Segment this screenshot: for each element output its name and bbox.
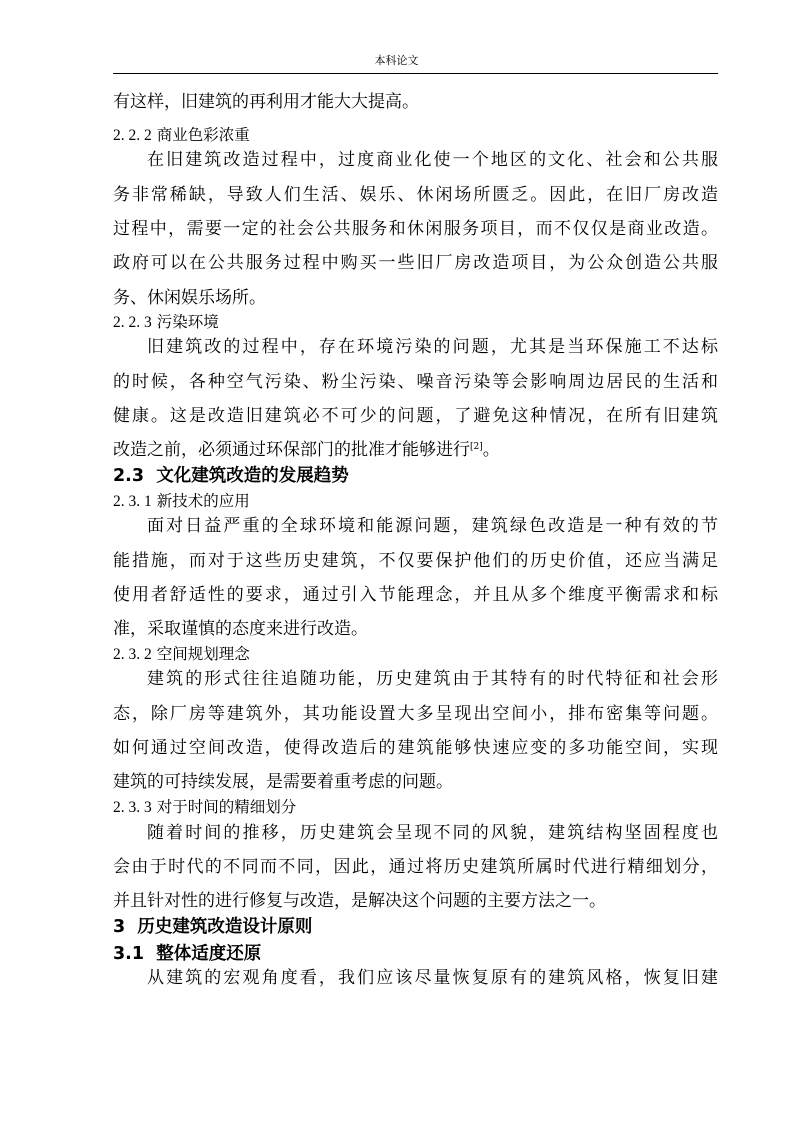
- heading-text: 文化建筑改造的发展趋势: [156, 466, 349, 486]
- paragraph-line: [113, 665, 718, 693]
- paragraph-text: 会由于时代的不同而不同，因此，通过将历史建筑所属时代进行精细划分，: [113, 857, 718, 877]
- paragraph-line: [113, 768, 718, 796]
- heading-text: 商业色彩浓重: [156, 126, 250, 144]
- paragraph-text: 如何通过空间改造，使得改造后的建筑能够快速应变的多功能空间，实现: [113, 738, 718, 758]
- paragraph-text: 态，除厂房等建筑外，其功能设置大多呈现出空间小，排布密集等问题。: [113, 704, 718, 724]
- paragraph-punct: 。: [482, 440, 500, 460]
- header-divider: [113, 73, 718, 74]
- heading-number: 3: [113, 917, 126, 937]
- paragraph-line: [113, 284, 718, 312]
- paragraph-line: [113, 512, 718, 540]
- paragraph-text: 面对日益严重的全球环境和能源问题，建筑绿色改造是一种有效的节: [147, 516, 718, 536]
- paragraph-text: 能措施，而对于这些历史建筑，不仅要保护他们的历史价值，还应当满足: [113, 551, 718, 571]
- heading-number: 2. 2. 3: [113, 314, 152, 331]
- paragraph-line: [113, 333, 718, 361]
- subsection-heading: [113, 488, 718, 515]
- section-heading: [113, 462, 718, 490]
- paragraph-text: 旧建筑改的过程中，存在环境污染的问题，尤其是当环保施工不达标: [147, 337, 718, 357]
- heading-text: 新技术的应用: [156, 492, 250, 510]
- paragraph-text: 政府可以在公共服务过程中购买一些旧厂房改造项目，为公众创造公共服: [113, 253, 718, 273]
- section-heading: [113, 913, 718, 941]
- paragraph-text: 建筑的可持续发展，是需要着重考虑的问题。: [113, 772, 453, 792]
- heading-text: 整体适度还原: [156, 944, 262, 964]
- paragraph-line: [113, 581, 718, 609]
- paragraph-text: 务、休闲娱乐场所。: [113, 288, 266, 308]
- paragraph-text: 在旧建筑改造过程中，过度商业化使一个地区的文化、社会和公共服: [147, 150, 718, 170]
- heading-number: 2. 3. 2: [113, 646, 152, 663]
- subsection-heading: [113, 794, 718, 821]
- paragraph-line: [113, 615, 718, 643]
- heading-number: 2. 2. 2: [113, 127, 152, 144]
- heading-text: 空间规划理念: [156, 645, 250, 663]
- paragraph-text: 的时候，各种空气污染、粉尘污染、噪音污染等会影响周边居民的生活和: [113, 372, 718, 392]
- paragraph-text: 有这样，旧建筑的再利用才能大大提高。: [113, 92, 419, 112]
- heading-number: 3.1: [113, 944, 145, 964]
- paragraph-text: 建筑的形式往往追随功能，历史建筑由于其特有的时代特征和社会形: [147, 669, 718, 689]
- paragraph-text: 改造之前，必须通过环保部门的批准才能够进行: [113, 440, 470, 460]
- paragraph-line: [113, 146, 718, 174]
- paragraph-line: [113, 402, 718, 430]
- heading-number: 2.3: [113, 466, 145, 486]
- subsection-heading: [113, 122, 718, 149]
- heading-text: 污染环境: [156, 313, 219, 331]
- subsection-heading: [113, 309, 718, 336]
- paragraph-text: 过程中，需要一定的社会公共服务和休闲服务项目，而不仅仅是商业改造。: [113, 219, 718, 239]
- paragraph-line: [113, 853, 718, 881]
- paragraph-line: [113, 700, 718, 728]
- paragraph-line: [113, 181, 718, 209]
- heading-text: 历史建筑改造设计原则: [137, 917, 313, 937]
- paragraph-line: [113, 368, 718, 396]
- paragraph-text: 随着时间的推移，历史建筑会呈现不同的风貌，建筑结构坚固程度也: [147, 823, 718, 843]
- paragraph-text: 使用者舒适性的要求，通过引入节能理念，并且从多个维度平衡需求和标: [113, 585, 718, 605]
- paragraph-line: [113, 887, 718, 915]
- paragraph-text: 从建筑的宏观角度看，我们应该尽量恢复原有的建筑风格，恢复旧建: [147, 968, 718, 988]
- paragraph-line: [113, 964, 718, 992]
- paragraph-text: 并且针对性的进行修复与改造，是解决这个问题的主要方法之一。: [113, 891, 606, 911]
- paragraph-text: 准，采取谨慎的态度来进行改造。: [113, 619, 368, 639]
- citation-ref: [2]: [470, 442, 483, 452]
- paragraph-text: 健康。这是改造旧建筑必不可少的问题，了避免这种情况，在所有旧建筑: [113, 406, 718, 426]
- paragraph-line: [113, 819, 718, 847]
- heading-number: 2. 3. 3: [113, 799, 152, 816]
- paragraph-line: [113, 215, 718, 243]
- heading-number: 2. 3. 1: [113, 493, 152, 510]
- paragraph-line: [113, 88, 718, 116]
- heading-text: 对于时间的精细划分: [156, 798, 297, 816]
- paragraph-line: [113, 436, 718, 464]
- subsection-heading: [113, 641, 718, 668]
- paragraph-line: [113, 734, 718, 762]
- paragraph-line: [113, 547, 718, 575]
- page-header-title: 本科论文: [374, 54, 419, 67]
- paragraph-text: 务非常稀缺，导致人们生活、娱乐、休闲场所匮乏。因此，在旧厂房改造: [113, 185, 718, 205]
- paragraph-line: [113, 249, 718, 277]
